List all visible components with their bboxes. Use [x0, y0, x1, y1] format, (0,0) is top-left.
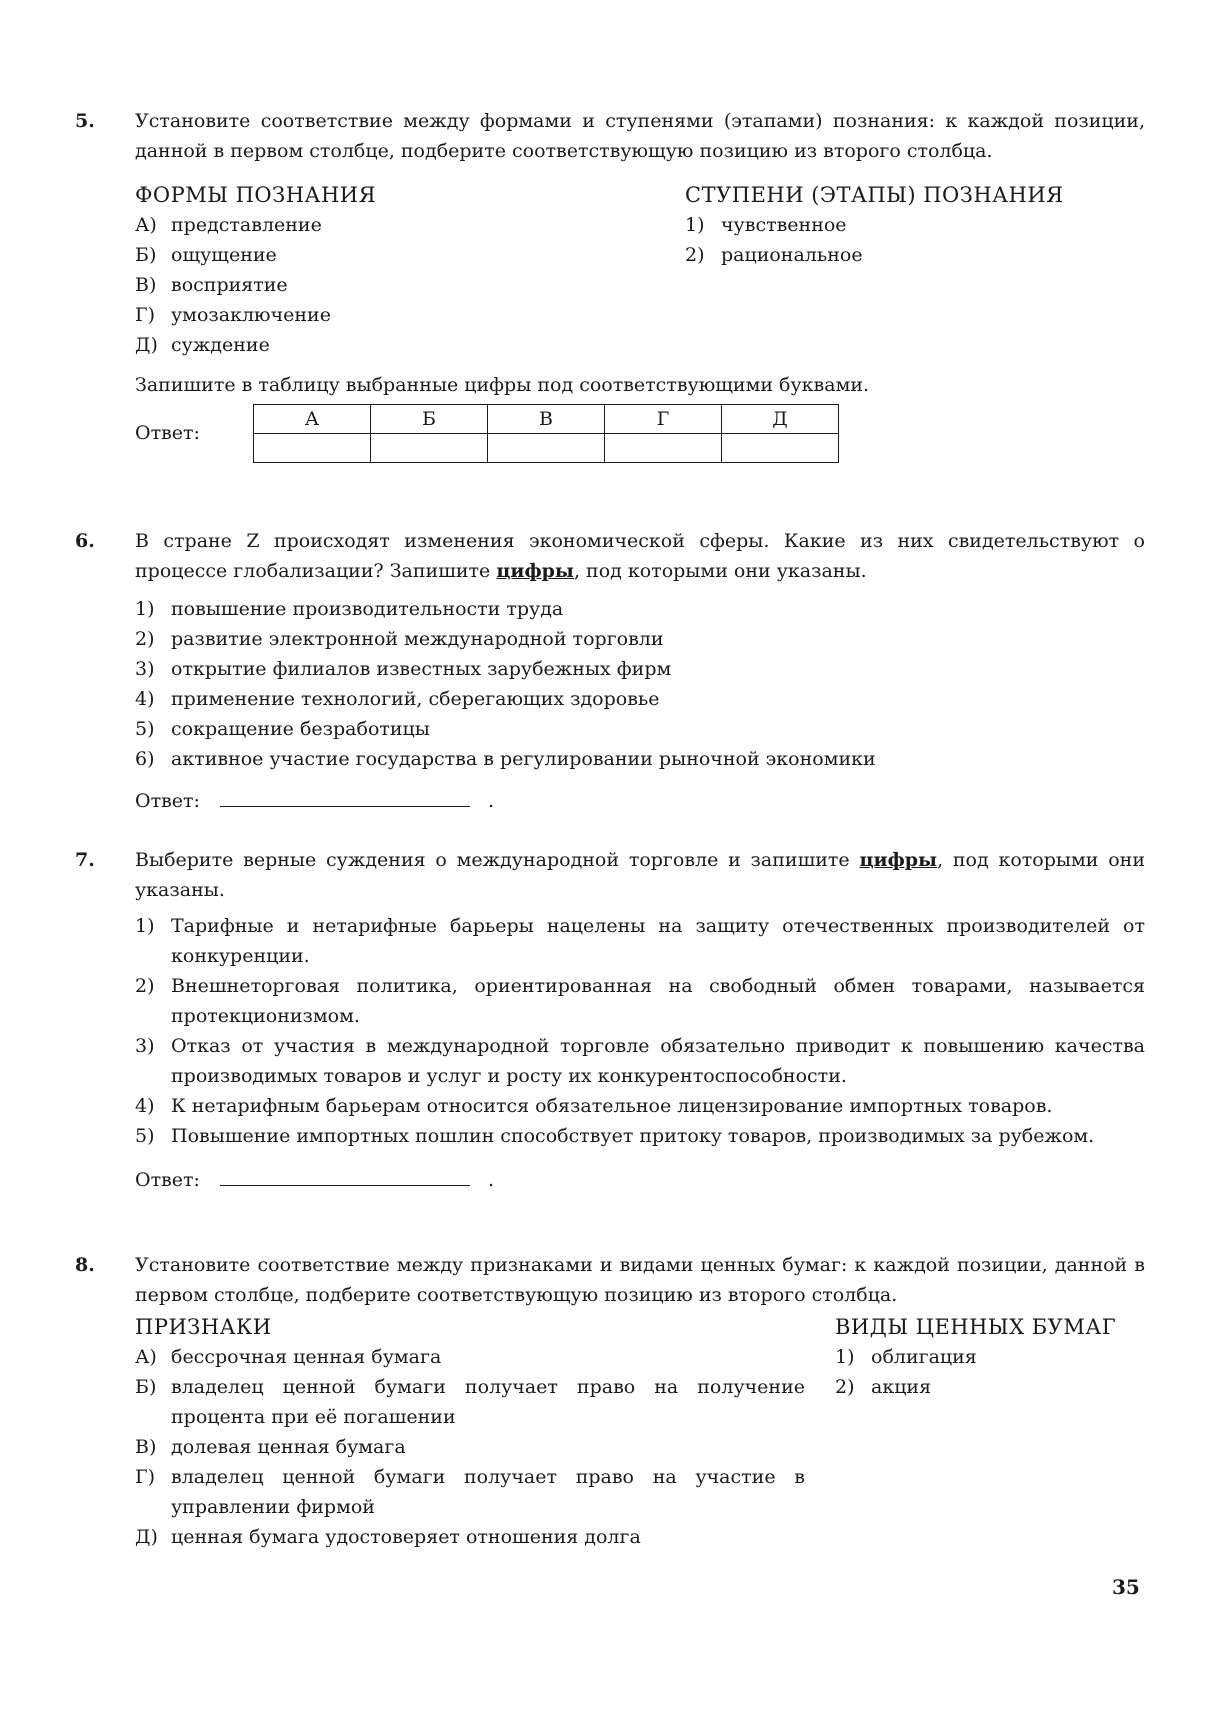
answer-dot: .: [488, 790, 495, 812]
table-header-cell: Г: [605, 405, 722, 434]
answer-label: Ответ:: [135, 422, 200, 444]
list-item: Г) умозаключение: [135, 304, 331, 326]
list-item: Д) ценная бумага удостоверяет отношения долга: [135, 1526, 641, 1548]
page-number: 35: [1112, 1575, 1140, 1599]
list-item: А) представление: [135, 214, 322, 236]
list-item: 3) Отказ от участия в международной торговле обязательно приводит к повышению качества производимых товаров и услуг и росту их конкурентоспособности.: [135, 1035, 1145, 1087]
answer-cell[interactable]: [605, 434, 722, 463]
list-item: 1) повышение производительности труда: [135, 598, 564, 620]
list-item: 4) К нетарифным барьерам относится обязательное лицензирование импортных товаров.: [135, 1095, 1053, 1117]
question-number: 8.: [75, 1254, 95, 1276]
list-item: 5) сокращение безработицы: [135, 718, 430, 740]
answer-line: [135, 786, 1145, 816]
list-item: Г) владелец ценной бумаги получает право на участие в управлении фирмой: [135, 1466, 805, 1518]
answer-dot: .: [488, 1169, 495, 1191]
list-item: 2) рациональное: [685, 244, 863, 266]
list-item: 2) развитие электронной международной торговли: [135, 628, 664, 650]
question-number: 7.: [75, 849, 95, 871]
left-column-heading: ПРИЗНАКИ: [135, 1315, 272, 1339]
right-column-heading: СТУПЕНИ (ЭТАПЫ) ПОЗНАНИЯ: [685, 183, 1064, 207]
answer-blank[interactable]: [220, 786, 470, 807]
list-item: 1) облигация: [835, 1346, 977, 1368]
left-column-heading: ФОРМЫ ПОЗНАНИЯ: [135, 183, 377, 207]
answer-blank[interactable]: [220, 1165, 470, 1186]
list-item: 2) Внешнеторговая политика, ориентированная на свободный обмен товарами, называется протекционизмом.: [135, 975, 1145, 1027]
answer-cell[interactable]: [371, 434, 488, 463]
list-item: 6) активное участие государства в регулировании рыночной экономики: [135, 748, 876, 770]
question-text: Выберите верные суждения о международной торговле и запишите цифры, под которыми они указаны.: [135, 849, 1146, 901]
list-item: 2) акция: [835, 1376, 932, 1398]
question-text: В стране Z происходят изменения экономической сферы. Какие из них свидетельствуют о процессе глобализации? Запишите цифры, под которыми они указаны.: [135, 530, 1145, 582]
question-text: Установите соответствие между формами и ступенями (этапами) познания: к каждой позиции, данной в первом столбце, подберите соответствующую позицию из второго столбца.: [135, 110, 1145, 162]
list-item: В) восприятие: [135, 274, 288, 296]
answer-table: [253, 404, 839, 463]
question-text: Установите соответствие между признаками и видами ценных бумаг: к каждой позиции, данной в первом столбце, подберите соответствующую позицию из второго столбца.: [135, 1254, 1145, 1306]
table-header-cell: Д: [722, 405, 839, 434]
list-item: 1) чувственное: [685, 214, 847, 236]
list-item: Б) владелец ценной бумаги получает право на получение процента при её погашении: [135, 1376, 805, 1428]
right-column-heading: ВИДЫ ЦЕННЫХ БУМАГ: [835, 1315, 1117, 1339]
list-item: 4) применение технологий, сберегающих здоровье: [135, 688, 660, 710]
answer-cell[interactable]: [488, 434, 605, 463]
question-number: 6.: [75, 530, 95, 552]
answer-line: [135, 1165, 1145, 1195]
list-item: Д) суждение: [135, 334, 270, 356]
list-item: 5) Повышение импортных пошлин способствует притоку товаров, производимых за рубежом.: [135, 1125, 1095, 1147]
answer-cell[interactable]: [254, 434, 371, 463]
table-header-cell: Б: [371, 405, 488, 434]
answer-cell[interactable]: [722, 434, 839, 463]
list-item: А) бессрочная ценная бумага: [135, 1346, 442, 1368]
answer-label: Ответ:: [135, 790, 200, 812]
answer-label: Ответ:: [135, 1169, 200, 1191]
list-item: 1) Тарифные и нетарифные барьеры нацелены на защиту отечественных производителей от конкуренции.: [135, 915, 1145, 967]
instruction-text: Запишите в таблицу выбранные цифры под соответствующими буквами.: [135, 374, 870, 396]
list-item: Б) ощущение: [135, 244, 277, 266]
table-header-cell: В: [488, 405, 605, 434]
question-number: 5.: [75, 110, 95, 132]
list-item: В) долевая ценная бумага: [135, 1436, 406, 1458]
table-header-cell: А: [254, 405, 371, 434]
list-item: 3) открытие филиалов известных зарубежных фирм: [135, 658, 672, 680]
